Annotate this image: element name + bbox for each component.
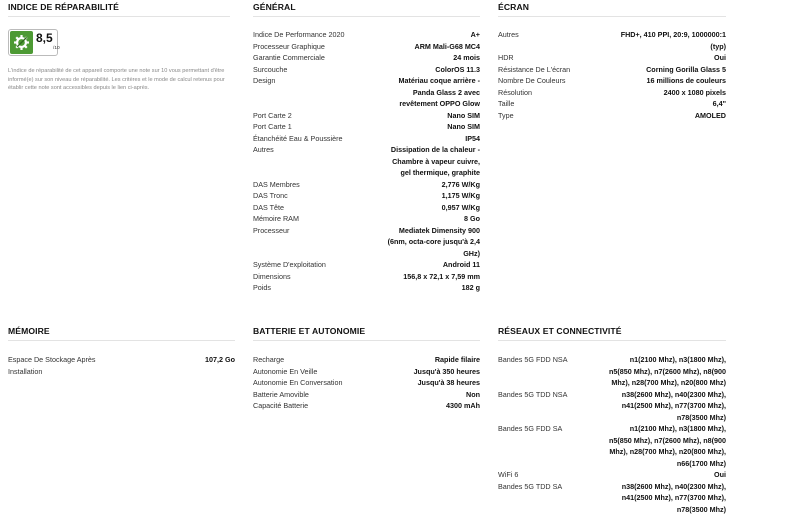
- general-spec-row: [253, 225, 480, 260]
- spec-label: Batterie Amovible: [253, 389, 309, 399]
- spec-value: A+: [470, 30, 480, 39]
- memory-section-title: MÉMOIRE: [8, 326, 50, 336]
- spec-value: Nano SIM: [447, 122, 480, 131]
- spec-value: ColorOS 11.3: [435, 64, 480, 74]
- ecran-spec-row: [498, 110, 726, 122]
- battery-divider: [253, 340, 480, 341]
- spec-label: Surcouche: [253, 64, 288, 74]
- spec-value: 24 mois: [453, 53, 480, 62]
- spec-label: HDR: [498, 53, 514, 62]
- spec-value: Nano SIM: [447, 110, 480, 120]
- ecran-spec-row: [498, 29, 726, 52]
- screen-section-title: ÉCRAN: [498, 2, 530, 12]
- repairability-badge[interactable]: [8, 29, 58, 56]
- ecran-spec-row: [498, 75, 726, 87]
- general-spec-row: [253, 190, 480, 202]
- spec-label: Recharge: [253, 355, 285, 364]
- spec-label: DAS Membres: [253, 179, 300, 189]
- repair-section-title: INDICE DE RÉPARABILITÉ: [8, 2, 119, 12]
- batterie-spec-row: [253, 400, 480, 412]
- spec-label: Bandes 5G TDD SA: [498, 481, 563, 491]
- spec-value: Non: [466, 389, 480, 399]
- repair-scale: /10: [53, 46, 60, 51]
- spec-value: Oui: [714, 470, 726, 479]
- spec-value: Rapide filaire: [434, 355, 480, 364]
- spec-value: n1(2100 Mhz), n3(1800 Mhz), n5(850 Mhz), n7(2600 Mhz), n8(900 Mhz), n28(700 Mhz), n20(800 Mhz): [608, 355, 726, 387]
- spec-value: 4300 mAh: [446, 401, 480, 410]
- reseaux-spec-row: [498, 389, 726, 424]
- spec-value: 2,776 W/Kg: [441, 179, 480, 189]
- general-spec-row: [253, 213, 480, 225]
- general-divider: [253, 16, 480, 17]
- spec-label: Type: [498, 110, 514, 120]
- reseaux-spec-row: [498, 469, 726, 481]
- spec-label: Indice De Performance 2020: [253, 30, 345, 39]
- spec-label: Bandes 5G TDD NSA: [498, 389, 568, 399]
- spec-label: Bandes 5G FDD SA: [498, 424, 563, 433]
- spec-value: Jusqu'à 350 heures: [413, 366, 480, 376]
- spec-label: DAS Tête: [253, 202, 285, 212]
- spec-value: 8 Go: [464, 214, 480, 223]
- general-spec-row: [253, 64, 480, 76]
- spec-label: Design: [253, 76, 276, 85]
- general-spec-row: [253, 110, 480, 122]
- spec-value: Android 11: [442, 260, 480, 269]
- repair-note: L'indice de réparabilité de cet appareil comporte une note sur 10 vous permettant d'être informé(e) sur son niveau de réparabilité. Les critères et le mode de calcul retenus pour établir cette note sont accessibles depuis le lien ci-après.: [8, 68, 225, 92]
- spec-label: Processeur: [253, 225, 290, 235]
- spec-label: Taille: [498, 99, 515, 108]
- spec-value: Corning Gorilla Glass 5: [646, 64, 726, 74]
- spec-label: Nombre De Couleurs: [498, 76, 566, 85]
- spec-label: Garantie Commerciale: [253, 53, 325, 62]
- screen-spec-list: [498, 29, 726, 121]
- spec-label: Autonomie En Conversation: [253, 378, 343, 387]
- batterie-spec-row: [253, 389, 480, 401]
- spec-value: 107,2 Go: [205, 355, 235, 364]
- ecran-spec-row: [498, 52, 726, 64]
- spec-label: Port Carte 1: [253, 122, 292, 131]
- memoire-spec-row: [8, 354, 235, 377]
- spec-label: Système D'exploitation: [253, 260, 326, 269]
- spec-label: Autres: [253, 145, 274, 154]
- spec-label: DAS Tronc: [253, 191, 288, 200]
- spec-label: Résolution: [498, 87, 532, 97]
- spec-value: 6,4": [712, 99, 726, 108]
- spec-value: Dissipation de la chaleur - Chambre à vapeur cuivre, gel thermique, graphite: [390, 145, 480, 177]
- general-spec-list: [253, 29, 480, 294]
- spec-value: IP54: [465, 133, 480, 143]
- spec-label: Dimensions: [253, 271, 291, 281]
- battery-section-title: BATTERIE ET AUTONOMIE: [253, 326, 366, 336]
- spec-label: Poids: [253, 283, 271, 292]
- spec-value: n1(2100 Mhz), n3(1800 Mhz), n5(850 Mhz), n7(2600 Mhz), n8(900 Mhz), n28(700 Mhz), n20(800 Mhz), n66(1700 Mhz): [608, 424, 726, 468]
- reseaux-spec-row: [498, 423, 726, 469]
- spec-value: Oui: [714, 53, 726, 62]
- spec-value: 156,8 x 72,1 x 7,59 mm: [403, 271, 480, 281]
- repair-score: 8,5: [36, 31, 53, 45]
- spec-value: FHD+, 410 PPI, 20:9, 1000000:1 (typ): [620, 30, 726, 51]
- general-spec-row: [253, 179, 480, 191]
- spec-label: Résistance De L'écran: [498, 64, 571, 74]
- batterie-spec-row: [253, 377, 480, 389]
- spec-value: 182 g: [461, 283, 480, 292]
- general-spec-row: [253, 121, 480, 133]
- general-spec-row: [253, 41, 480, 53]
- spec-value: 16 millions de couleurs: [646, 76, 726, 85]
- spec-value: n38(2600 Mhz), n40(2300 Mhz), n41(2500 Mhz), n77(3700 Mhz), n78(3500 Mhz): [621, 389, 726, 422]
- batterie-spec-row: [253, 354, 480, 366]
- spec-value: AMOLED: [694, 110, 726, 120]
- spec-label: Port Carte 2: [253, 110, 292, 120]
- spec-value: ARM Mali-G68 MC4: [414, 41, 480, 51]
- general-spec-row: [253, 271, 480, 283]
- general-spec-row: [253, 202, 480, 214]
- spec-label: Espace De Stockage Après Installation: [8, 355, 96, 376]
- general-spec-row: [253, 52, 480, 64]
- spec-value: 1,175 W/Kg: [441, 191, 480, 200]
- network-spec-list: [498, 354, 726, 515]
- spec-value: n38(2600 Mhz), n40(2300 Mhz), n41(2500 Mhz), n77(3700 Mhz), n78(3500 Mhz): [621, 481, 726, 514]
- repair-tools-icon: [10, 31, 33, 54]
- ecran-spec-row: [498, 64, 726, 76]
- spec-label: Autres: [498, 30, 519, 39]
- ecran-spec-row: [498, 98, 726, 110]
- spec-value: 2400 x 1080 pixels: [663, 87, 726, 97]
- ecran-spec-row: [498, 87, 726, 99]
- spec-label: Étanchéité Eau & Poussière: [253, 133, 343, 143]
- spec-value: 0,957 W/Kg: [441, 202, 480, 212]
- spec-label: Processeur Graphique: [253, 41, 325, 51]
- screen-divider: [498, 16, 726, 17]
- spec-label: Mémoire RAM: [253, 214, 299, 223]
- spec-label: Bandes 5G FDD NSA: [498, 355, 568, 364]
- network-divider: [498, 340, 726, 341]
- general-spec-row: [253, 259, 480, 271]
- network-section-title: RÉSEAUX ET CONNECTIVITÉ: [498, 326, 622, 336]
- general-spec-row: [253, 29, 480, 41]
- spec-label: Capacité Batterie: [253, 401, 309, 410]
- spec-label: WiFi 6: [498, 470, 519, 479]
- spec-value: Mediatek Dimensity 900 (6nm, octa-core jusqu'à 2,4 GHz): [387, 225, 480, 258]
- memory-divider: [8, 340, 235, 341]
- memory-spec-list: [8, 354, 235, 377]
- reseaux-spec-row: [498, 354, 726, 389]
- general-spec-row: [253, 133, 480, 145]
- general-spec-row: [253, 282, 480, 294]
- batterie-spec-row: [253, 366, 480, 378]
- reseaux-spec-row: [498, 481, 726, 516]
- spec-label: Autonomie En Veille: [253, 366, 318, 376]
- spec-value: Matériau coque arrière - Panda Glass 2 avec revêtement OPPO Glow: [398, 76, 480, 108]
- repair-divider: [8, 16, 230, 17]
- spec-value: Jusqu'à 38 heures: [417, 378, 480, 387]
- general-spec-row: [253, 144, 480, 179]
- general-spec-row: [253, 75, 480, 110]
- battery-spec-list: [253, 354, 480, 412]
- general-section-title: GÉNÉRAL: [253, 2, 296, 12]
